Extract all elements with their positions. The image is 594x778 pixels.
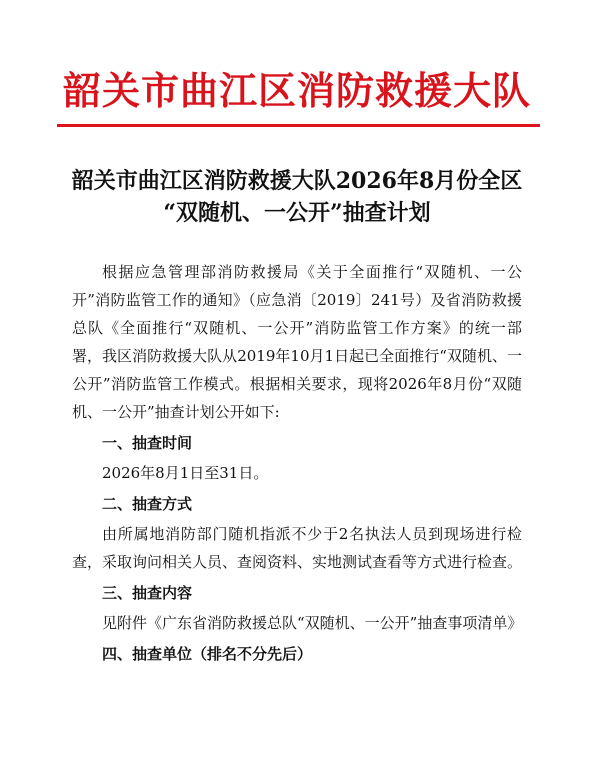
section-text-time: 2026年8月1日至31日。 (102, 464, 269, 482)
section-heading-units: 四、抽查单位（排名不分先后） (102, 645, 313, 663)
section-heading-method: 二、抽查方式 (102, 495, 193, 513)
section-heading-content: 三、抽查内容 (102, 584, 193, 602)
title-line-2: “双随机、一公开”抽查计划 (163, 200, 431, 226)
section-text-method: 由所属地消防部门随机指派不少于2名执法人员到现场进行检查，采取询问相关人员、查阅资料、实地测试查看等方式进行检查。 (72, 525, 523, 571)
section-heading-time: 一、抽查时间 (102, 434, 193, 452)
document-title (40, 165, 554, 229)
intro-paragraph: 根据应急管理部消防救援局《关于全面推行“双随机、一公开”消防监管工作的通知》（应急消〔2019〕241号）及省消防救援总队《全面推行“双随机、一公开”消防监管工作方案》的统一部署，我区消防救援大队从2019年10月1日起已全面推行“双随机、一公开”消防监管工作模式。根据相关要求，现将2026年8月份“双随机、一公开”抽查计划公开如下: (72, 263, 522, 421)
title-line-1: 韶关市曲江区消防救援大队2026年8月份全区 (71, 168, 523, 194)
masthead-red-rule (57, 124, 540, 127)
section-text-content: 见附件《广东省消防救援总队“双随机、一公开”抽查事项清单》 (102, 614, 523, 632)
masthead-title: 韶关市曲江区消防救援大队 (62, 68, 531, 113)
document-body (72, 258, 522, 670)
